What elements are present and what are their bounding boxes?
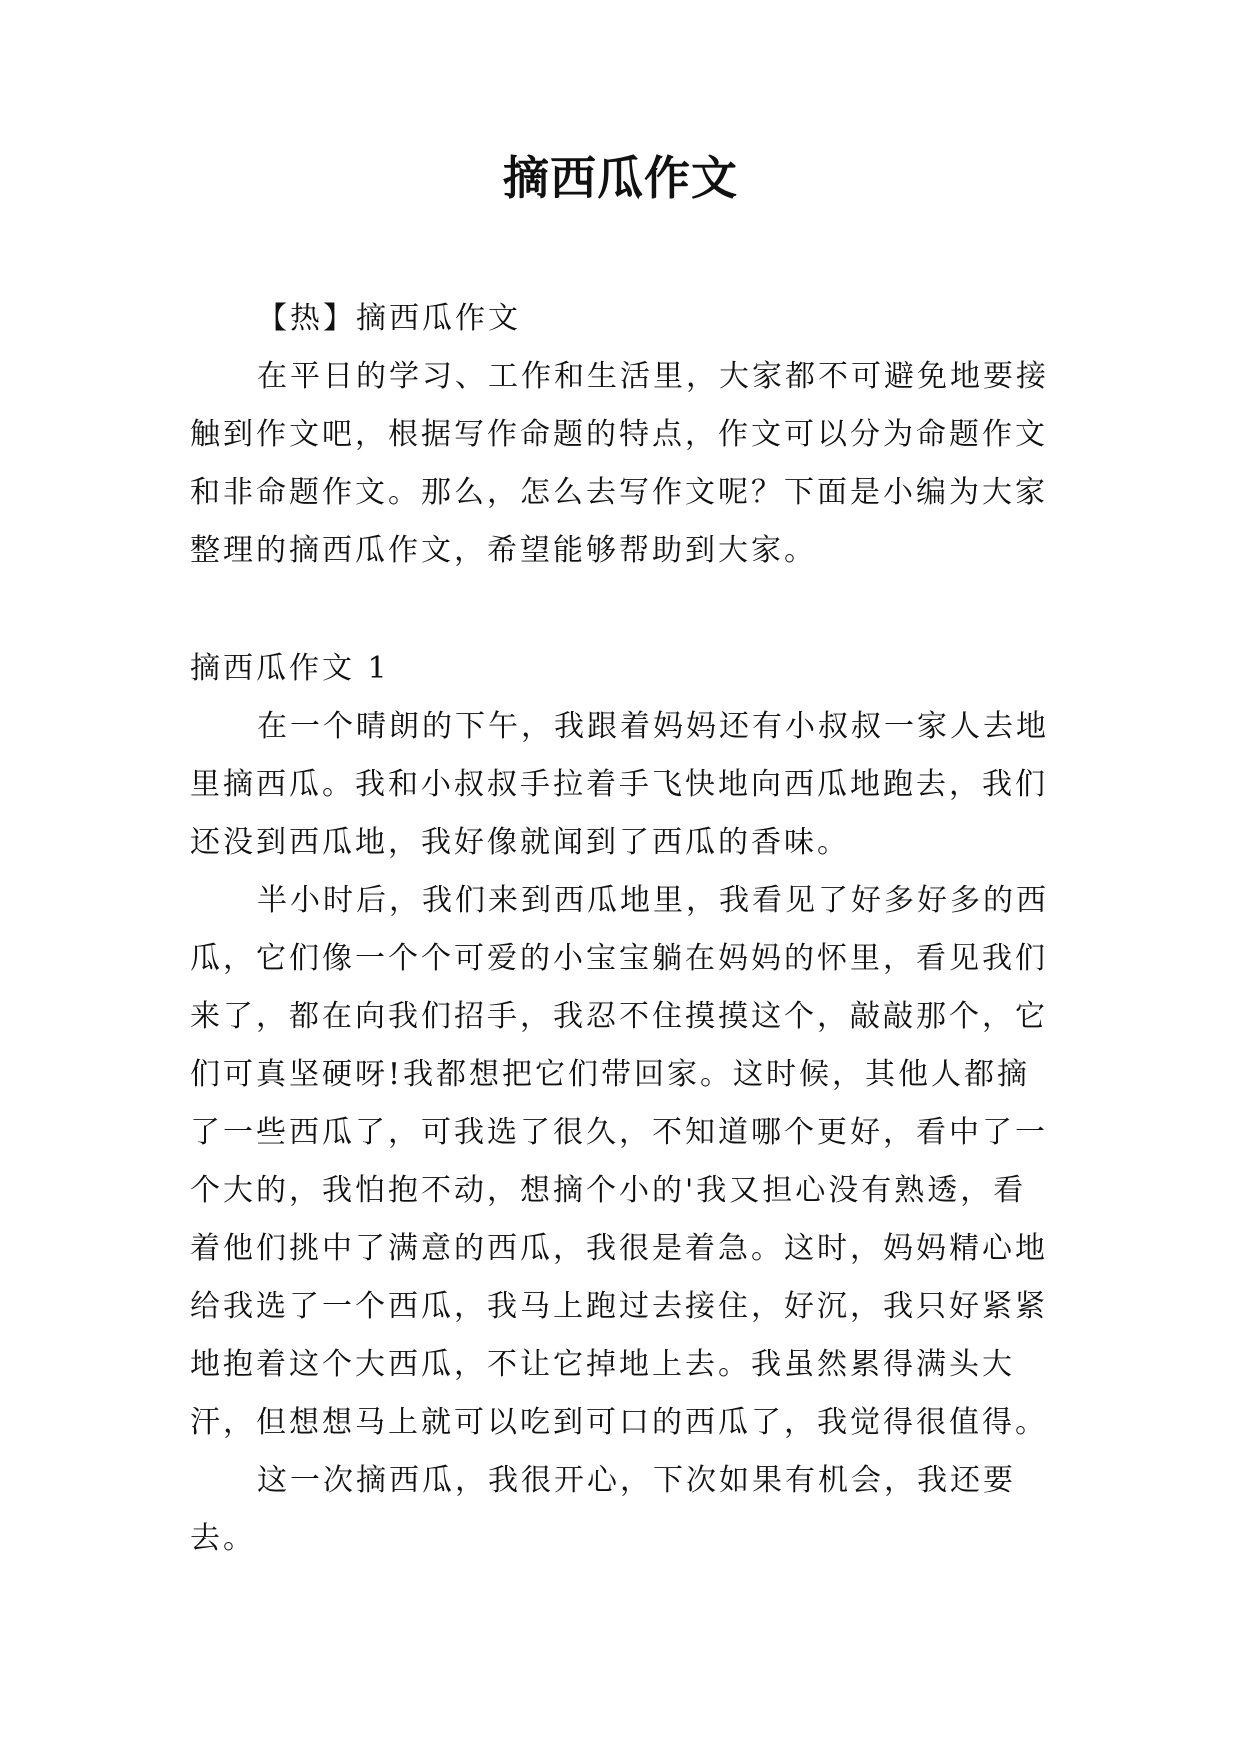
document-title: 摘西瓜作文	[503, 151, 738, 205]
essay-paragraph: 这一次摘西瓜，我很开心，下次如果有机会，我还要去。	[190, 1463, 1016, 1556]
essay-paragraph: 半小时后，我们来到西瓜地里，我看见了好多好多的西瓜，它们像一个个可爱的小宝宝躺在妈妈的怀里，看见我们来了，都在向我们招手，我忍不住摸摸这个，敲敲那个，它们可真坚硬呀!我都想把它们带回家。这时候，其他人都摘了一些西瓜了，可我选了很久，不知道哪个更好，看中了一个大的，我怕抱不动，想摘个小的'我又担心没有熟透，看着他们挑中了满意的西瓜，我很是着急。这时，妈妈精心地给我选了一个西瓜，我马上跑过去接住，好沉，我只好紧紧地抱着这个大西瓜，不让它掉地上去。我虽然累得满头大汗，但想想马上就可以吃到可口的西瓜了，我觉得很值得。	[190, 883, 1049, 1440]
intro-paragraph: 在平日的学习、工作和生活里，大家都不可避免地要接触到作文吧，根据写作命题的特点，作文可以分为命题作文和非命题作文。那么，怎么去写作文呢？下面是小编为大家整理的摘西瓜作文，希望能够帮助到大家。	[190, 359, 1049, 568]
intro-tag-line: 【热】摘西瓜作文	[257, 301, 521, 336]
essay-section	[190, 640, 1050, 1568]
essay-paragraph: 在一个晴朗的下午，我跟着妈妈还有小叔叔一家人去地里摘西瓜。我和小叔叔手拉着手飞快地向西瓜地跑去，我们还没到西瓜地，我好像就闻到了西瓜的香味。	[190, 709, 1049, 860]
intro-section	[190, 290, 1050, 580]
essay-heading: 摘西瓜作文 1	[190, 651, 390, 686]
